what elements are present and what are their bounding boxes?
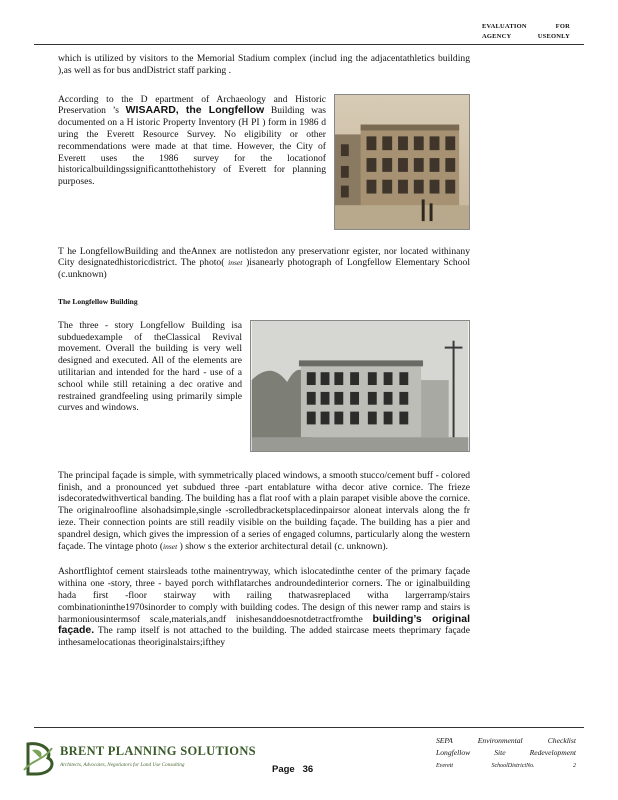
footer-site: Site [494,748,506,757]
building-photo-bw-icon [250,320,470,452]
register-text-a: T he LongfellowBuilding and theAnnex are notlistedon any preservationr egister, nor located withinany City designatedhistoricdistrict. The photo( [58,245,470,269]
wisaard-text-c: Building was documented on a H istoric Property Inventory (H PI ) form in 1986 d uring the Everett Resource Survey. No eligibility or other recommendations were made at that time. However, the City of Everett uses the 1986 survey for the locationof historicalbuildingssignificanttothehistory of Everett for planning purposes. [58,105,326,188]
footer-longfellow: Longfellow [436,748,471,757]
facade-text-a: The principal façade is simple, with symmetrically placed windows, a smooth stucco/cement buff - colored finish, and a pronounced yet subdued three -part entablature witha decor ative cornice. The frieze isdecoratedwithvertical banding. The building has a flat roof with a plain parapet visible above the cornice. The originalroofline alsohadsimple,single -scrolledbracketsplacedinpairsor aloneat intervals along the fr ieze. Their connection points are still readily visible on the building façade. The building has a pier and spandrel design, which gives the impression of a series of engaged columns, particularly along the western façade. The vintage photo ( [58,469,470,552]
header-agency-block [482,22,570,42]
header-for: FOR [555,23,570,30]
logo-tagline: Architects, Advocates, Negotiators for Land Use Consulting [60,762,185,768]
paragraph-stadium: which is utilized by visitors to the Memorial Stadium complex (includ ing the adjacentathletics building ),as well as for bus andDistrict staff parking . [58,53,470,76]
header-rule [34,44,584,45]
brent-planning-logo [22,740,256,780]
footer-school-district: SchoolDistrictNo. [491,763,535,769]
stairs-emphasis: building’s original façade. [58,612,470,637]
paragraph-wisaard [58,94,470,188]
photo-early-longfellow-school [334,94,470,230]
footer-everett: Everett [436,763,454,769]
footer-rule [34,727,584,728]
leaf-b-icon [22,740,58,778]
footer-redevelopment: Redevelopment [529,748,576,757]
header-agency: AGENCY [482,33,512,40]
logo-name: BRENT PLANNING SOLUTIONS [60,744,256,758]
footer-district-number: 2 [573,763,576,769]
page-number [272,764,313,775]
paragraph-register [58,246,470,281]
footer-checklist: Checklist [547,736,576,745]
register-text-b: )isanearly photograph of Longfellow Elementary School (c.unknown) [58,257,470,281]
paragraph-stairs [58,566,470,649]
photo-vintage-exterior [250,320,470,452]
facade-text-b: ) show s the exterior architectural detail (c. unknown). [177,540,388,552]
facade-inset: inset [163,541,178,551]
footer-sepa: SEPA [436,736,453,745]
section-heading-longfellow: The Longfellow Building [58,296,138,306]
wisaard-emphasis: WISAARD, the Longfellow [125,104,265,117]
footer-document-title [436,735,576,772]
stairs-text-b: The ramp itself is not attached to the building. The added staircase meets theprimary façade inthesamelocationas theoriginalstairs;ifthey [58,625,470,649]
paragraph-facade [58,470,470,553]
stairs-text-a: Ashortflightof cement stairsleads tothe mainentryway, which islocatedinthe center of the primary façade withina one -story, three - bayed porch withflatarches androundedinterior corners. The or iginalbuilding hada first -floor stairway with railing thatwasreplaced witha largerramp/stairs combinationinthe1970sinorder to comply with building codes. The design of this newer ramp and stairs is harmoniousintermsof scale,materials,andf inishesanddoesnotdetractfromthe [58,566,470,625]
school-photo-sepia-icon [334,94,470,230]
page-value: 36 [302,764,314,775]
register-inset: inset [228,258,243,268]
paragraph-three-story [58,320,470,414]
header-evaluation: EVALUATION [482,23,527,30]
page-word: Page [272,764,295,775]
three-story-text: The three - story Longfellow Building isa subduedexample of theClassical Revival movement. Overall the building is very well designed and executed. All of the elements are utilitarian and intended for the hard - use of a school while still retaining a dec orative and restrained grandfeeling using primarily simple curves and windows. [58,319,242,414]
wisaard-text-a: According to the D epartment of Archaeology and Historic Preservation ’s [58,93,326,117]
footer-environmental: Environmental [477,736,523,745]
document-body [58,53,470,649]
header-use-only: USEONLY [537,33,570,40]
